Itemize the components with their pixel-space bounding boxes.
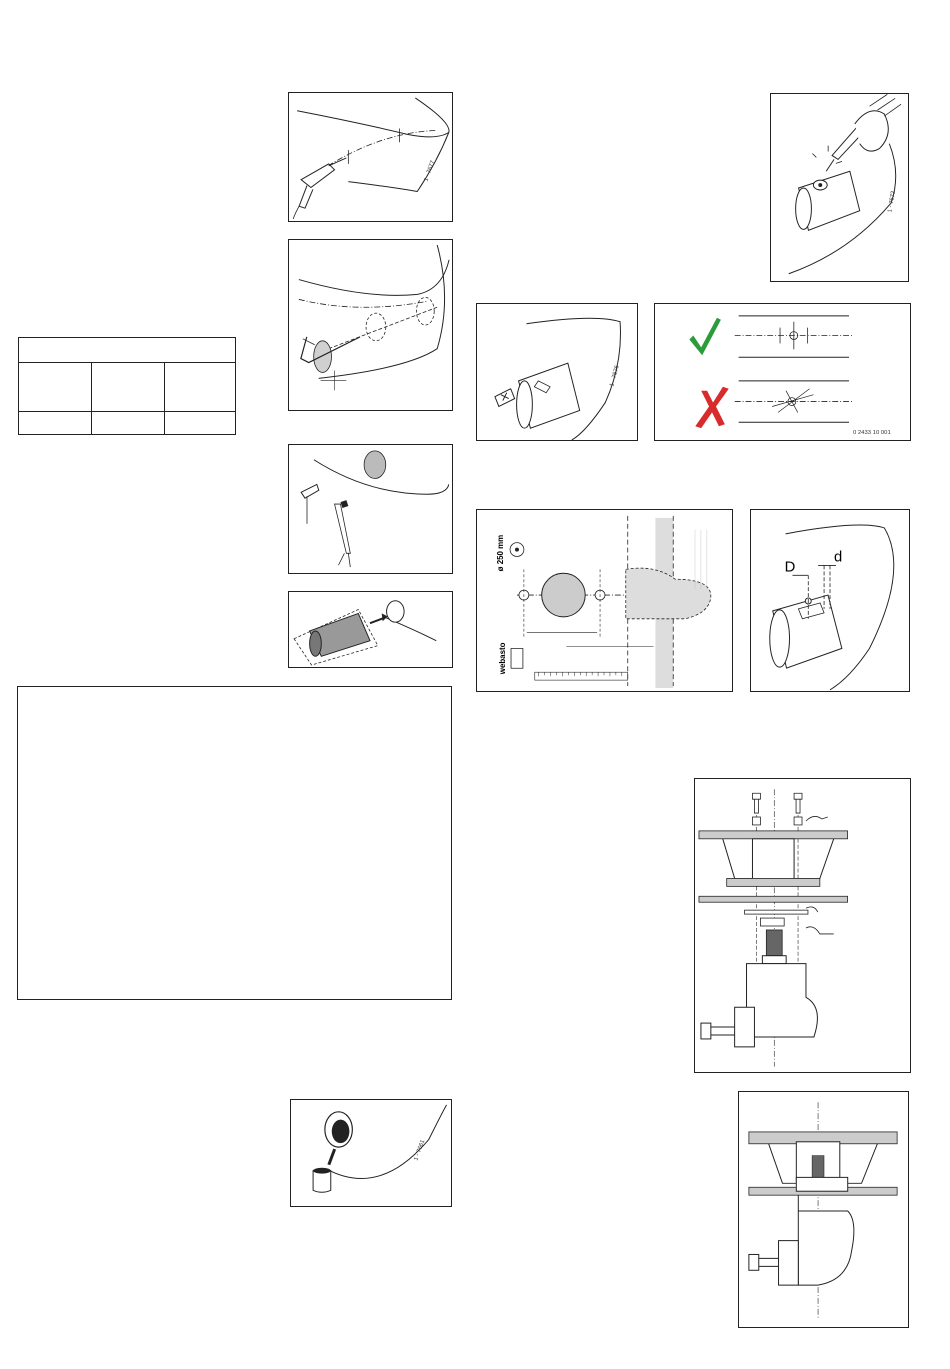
notice-box [17, 686, 452, 1000]
sealant-illustration [291, 1100, 451, 1206]
figure-assembly-mounted [738, 1091, 909, 1328]
dimension-label-d: d [833, 549, 843, 566]
table-row [19, 363, 236, 412]
check-illustration [655, 304, 910, 440]
punch-illustration [771, 94, 908, 281]
figure-ref: 1 - 7661 [413, 1139, 427, 1162]
figure-ref: 1 - 7676 [609, 364, 621, 388]
mounted-assembly-illustration [739, 1092, 908, 1327]
figure-ref: 1 - 7672 [887, 190, 897, 213]
dimension-label-D: D [784, 559, 796, 576]
tube-illustration [289, 592, 452, 667]
table-cell [19, 412, 92, 435]
figure-insert-tube [288, 591, 453, 668]
dimensions-illustration [751, 510, 909, 691]
template-placement-illustration [477, 304, 637, 440]
marking-illustration [289, 240, 452, 410]
exploded-assembly-illustration [695, 779, 910, 1072]
table-cell [19, 363, 92, 412]
figure-sealant [290, 1099, 452, 1207]
figure-centre-punch [770, 93, 909, 282]
figure-template-sheet [476, 509, 733, 692]
template-brand: webasto [498, 642, 508, 675]
figure-ref: 0 2433 10 001 [852, 430, 891, 437]
table-header-cell [19, 338, 236, 363]
table-cell [92, 412, 165, 435]
table-row [19, 412, 236, 435]
template-sheet-illustration [477, 510, 732, 691]
figure-ref: 1 - 7677 [423, 159, 437, 183]
deburring-illustration [289, 445, 452, 573]
figure-drilling [288, 92, 453, 222]
figure-correct-incorrect [654, 303, 911, 441]
checkmark-icon [689, 318, 721, 355]
drilling-illustration [289, 93, 452, 221]
figure-assembly-exploded [694, 778, 911, 1073]
figure-deburring [288, 444, 453, 574]
figure-marking [288, 239, 453, 411]
table-cell [165, 412, 236, 435]
table-header-row [19, 338, 236, 363]
table-cell [165, 363, 236, 412]
data-table [18, 337, 236, 435]
figure-dimensions [750, 509, 910, 692]
cross-icon [695, 387, 729, 428]
template-diameter: ø 250 mm [496, 534, 506, 572]
table-cell [92, 363, 165, 412]
figure-template-placement [476, 303, 638, 441]
